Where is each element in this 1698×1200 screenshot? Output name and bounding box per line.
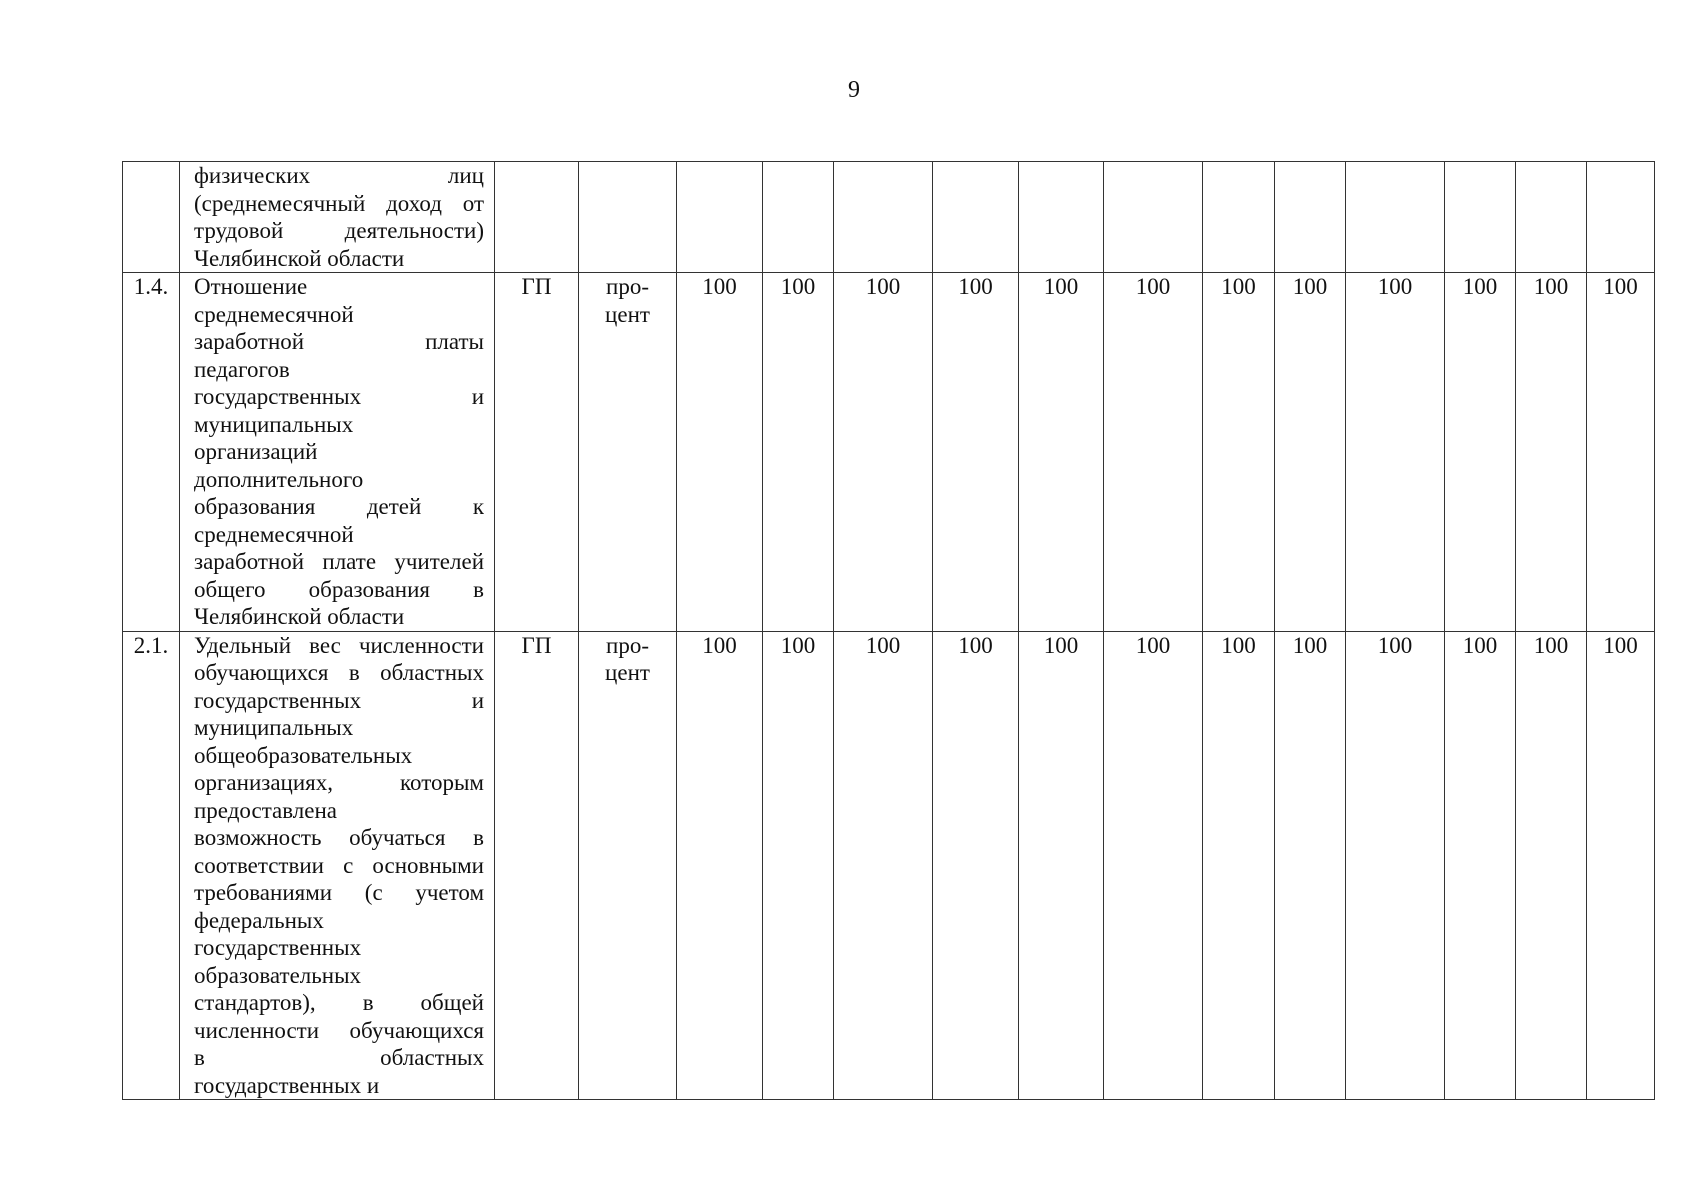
table-body bbox=[123, 162, 1655, 1100]
value-cell bbox=[677, 162, 763, 273]
value-cell: 100 bbox=[834, 273, 933, 632]
description-line: в областных bbox=[194, 1045, 484, 1070]
program-code bbox=[495, 162, 579, 273]
description-line: Челябинской области bbox=[194, 245, 405, 271]
value-cell: 100 bbox=[1019, 273, 1104, 632]
indicator-table bbox=[122, 161, 1655, 1100]
description-line: Челябинской области bbox=[194, 604, 405, 629]
value-cell: 100 bbox=[1516, 631, 1587, 1100]
table-row bbox=[123, 273, 1655, 632]
program-code: ГП bbox=[495, 273, 579, 632]
description-line: численности обучающихся bbox=[194, 1017, 484, 1043]
value-cell: 100 bbox=[1445, 631, 1516, 1100]
description-line: требованиями (с учетом bbox=[194, 880, 484, 905]
description-line: государственных bbox=[194, 935, 362, 960]
description-line: трудовой деятельности) bbox=[194, 218, 484, 243]
description-line: государственных и bbox=[194, 384, 484, 409]
table-row bbox=[123, 162, 1655, 273]
description-line: (среднемесячный доход от bbox=[194, 190, 484, 216]
description-line: образовательных bbox=[194, 962, 362, 988]
value-cell: 100 bbox=[763, 273, 834, 632]
value-cell bbox=[1516, 162, 1587, 273]
description-line: физических лиц bbox=[194, 163, 484, 188]
unit-line: цент bbox=[605, 301, 650, 327]
unit-of-measure bbox=[579, 273, 677, 632]
value-cell: 100 bbox=[1203, 273, 1275, 632]
value-cell: 100 bbox=[1019, 631, 1104, 1100]
description-line: Удельный вес численности bbox=[194, 632, 484, 658]
value-cell: 100 bbox=[1346, 631, 1445, 1100]
description-line: стандартов), в общей bbox=[194, 990, 484, 1015]
description-line: предоставлена bbox=[194, 797, 337, 823]
value-cell bbox=[1203, 162, 1275, 273]
description-line: организаций bbox=[194, 439, 318, 464]
value-cell: 100 bbox=[834, 631, 933, 1100]
unit-line: цент bbox=[605, 660, 650, 685]
row-number bbox=[123, 162, 180, 273]
description-line: государственных и bbox=[194, 1072, 380, 1098]
value-cell: 100 bbox=[763, 631, 834, 1100]
description-line: муниципальных bbox=[194, 715, 354, 740]
value-cell: 100 bbox=[1516, 273, 1587, 632]
description-line: обучающихся в областных bbox=[194, 660, 484, 685]
description-line: муниципальных bbox=[194, 411, 354, 437]
description-line: заработной плате учителей bbox=[194, 549, 484, 574]
description-line: соответствии с основными bbox=[194, 852, 484, 878]
description-line: возможность обучаться в bbox=[194, 825, 484, 850]
description-line: организациях, которым bbox=[194, 770, 484, 795]
value-cell: 100 bbox=[1104, 273, 1203, 632]
unit-of-measure bbox=[579, 631, 677, 1100]
value-cell: 100 bbox=[1275, 631, 1346, 1100]
row-number: 2.1. bbox=[123, 631, 180, 1100]
unit-line: про- bbox=[606, 632, 649, 658]
value-cell: 100 bbox=[1587, 631, 1655, 1100]
value-cell: 100 bbox=[1203, 631, 1275, 1100]
value-cell bbox=[1104, 162, 1203, 273]
page-number: 9 bbox=[848, 77, 860, 103]
description-line: образования детей к bbox=[194, 494, 484, 519]
row-number: 1.4. bbox=[123, 273, 180, 632]
description-line: государственных и bbox=[194, 687, 484, 713]
value-cell bbox=[933, 162, 1019, 273]
value-cell bbox=[1445, 162, 1516, 273]
value-cell bbox=[1019, 162, 1104, 273]
value-cell: 100 bbox=[933, 631, 1019, 1100]
description-line: заработной платы bbox=[194, 329, 484, 354]
description-line: федеральных bbox=[194, 907, 324, 933]
value-cell bbox=[1275, 162, 1346, 273]
value-cell: 100 bbox=[1346, 273, 1445, 632]
description-line: среднемесячной bbox=[194, 301, 354, 327]
description-line: дополнительного bbox=[194, 466, 364, 492]
value-cell: 100 bbox=[677, 273, 763, 632]
value-cell: 100 bbox=[1587, 273, 1655, 632]
indicator-description bbox=[180, 273, 495, 632]
description-line: среднемесячной bbox=[194, 521, 354, 547]
value-cell: 100 bbox=[1445, 273, 1516, 632]
description-line: общеобразовательных bbox=[194, 742, 413, 768]
value-cell bbox=[1346, 162, 1445, 273]
program-code: ГП bbox=[495, 631, 579, 1100]
value-cell bbox=[1587, 162, 1655, 273]
description-line: Отношение bbox=[194, 274, 308, 299]
indicator-description bbox=[180, 162, 495, 273]
value-cell: 100 bbox=[1275, 273, 1346, 632]
value-cell bbox=[763, 162, 834, 273]
indicator-description bbox=[180, 631, 495, 1100]
value-cell: 100 bbox=[677, 631, 763, 1100]
unit-line: про- bbox=[606, 274, 649, 299]
unit-of-measure bbox=[579, 162, 677, 273]
value-cell: 100 bbox=[933, 273, 1019, 632]
value-cell: 100 bbox=[1104, 631, 1203, 1100]
table-row bbox=[123, 631, 1655, 1100]
description-line: педагогов bbox=[194, 356, 290, 382]
value-cell bbox=[834, 162, 933, 273]
description-line: общего образования в bbox=[194, 576, 484, 602]
